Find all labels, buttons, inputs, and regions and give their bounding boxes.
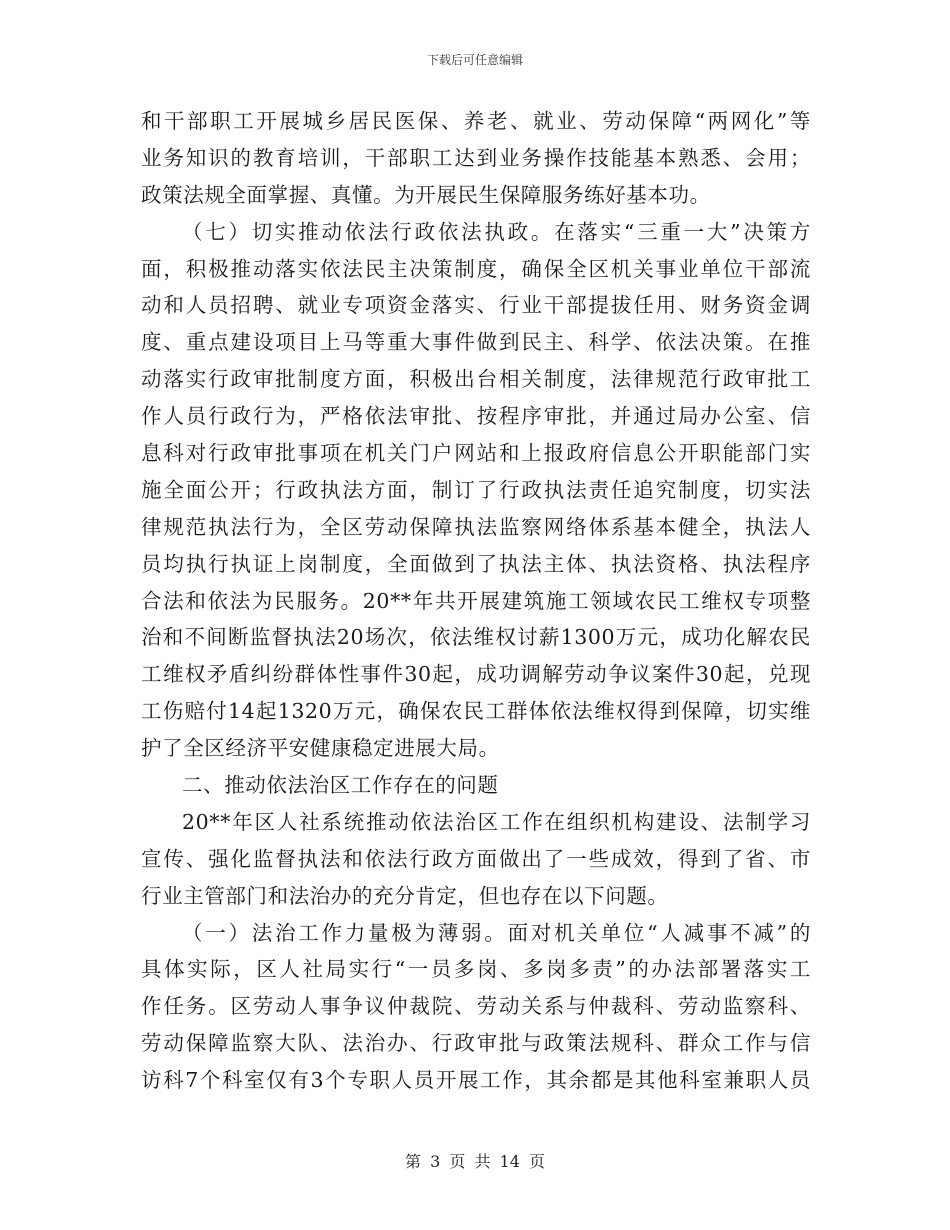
text-line: 宣传、强化监督执法和依法行政方面做出了一些成效，得到了省、市: [141, 846, 811, 871]
text-line: 员均执行执证上岗制度，全面做到了执法主体、执法资格、执法程序: [141, 551, 811, 576]
text-line: 工维权矛盾纠纷群体性事件30起，成功调解劳动争议案件30起，兑现: [141, 662, 811, 687]
text-line: 政策法规全面掌握、真懂。为开展民生保障服务练好基本功。: [141, 182, 711, 207]
text-line: 施全面公开；行政执法方面，制订了行政执法责任追究制度，切实法: [141, 477, 811, 502]
text-line: 作人员行政行为，严格依法审批、按程序审批，并通过局办公室、信: [141, 404, 811, 429]
text-line: 具体实际，区人社局实行“一员多岗、多岗多责”的办法部署落实工: [141, 957, 811, 982]
text-line: 行业主管部门和法治办的充分肯定，但也存在以下问题。: [141, 883, 669, 908]
text-line: 息科对行政审批事项在机关门户网站和上报政府信息公开职能部门实: [141, 441, 811, 466]
text-line: 治和不间断监督执法20场次，依法维权讨薪1300万元，成功化解农民: [141, 625, 811, 650]
text-line: （一）法治工作力量极为薄弱。面对机关单位“人减事不减”的: [182, 920, 811, 945]
text-line: 20**年区人社系统推动依法治区工作在组织机构建设、法制学习: [182, 809, 811, 834]
text-line: 动和人员招聘、就业专项资金落实、行业干部提拔任用、财务资金调: [141, 293, 811, 318]
text-line: 访科7个科室仅有3个专职人员开展工作，其余都是其他科室兼职人员: [141, 1068, 811, 1093]
document-body: [141, 103, 811, 1099]
text-line: 面，积极推动落实依法民主决策制度，确保全区机关事业单位干部流: [141, 256, 811, 281]
text-line: 二、推动依法治区工作存在的问题: [182, 773, 499, 798]
text-line: 工伤赔付14起1320万元，确保农民工群体依法维权得到保障，切实维: [141, 699, 811, 724]
text-line: （七）切实推动依法行政依法执政。在落实“三重一大”决策方: [182, 219, 811, 244]
text-line: 律规范执法行为，全区劳动保障执法监察网络体系基本健全，执法人: [141, 514, 811, 539]
text-line: 业务知识的教育培训，干部职工达到业务操作技能基本熟悉、会用；: [141, 145, 811, 170]
text-line: 动落实行政审批制度方面，积极出台相关制度，法律规范行政审批工: [141, 367, 811, 392]
text-line: 护了全区经济平安健康稳定进展大局。: [141, 736, 500, 761]
text-line: 和干部职工开展城乡居民医保、养老、就业、劳动保障“两网化”等: [141, 109, 811, 133]
page-footer: 第 3 页 共 14 页: [405, 1152, 545, 1171]
text-line: 劳动保障监察大队、法治办、行政审批与政策法规科、群众工作与信: [141, 1031, 811, 1056]
text-line: 度、重点建设项目上马等重大事件做到民主、科学、依法决策。在推: [141, 330, 811, 355]
text-line: 作任务。区劳动人事争议仲裁院、劳动关系与仲裁科、劳动监察科、: [141, 994, 811, 1019]
page-header: 下载后可任意编辑: [426, 53, 523, 67]
text-line: 合法和依法为民服务。20**年共开展建筑施工领域农民工维权专项整: [141, 588, 811, 613]
